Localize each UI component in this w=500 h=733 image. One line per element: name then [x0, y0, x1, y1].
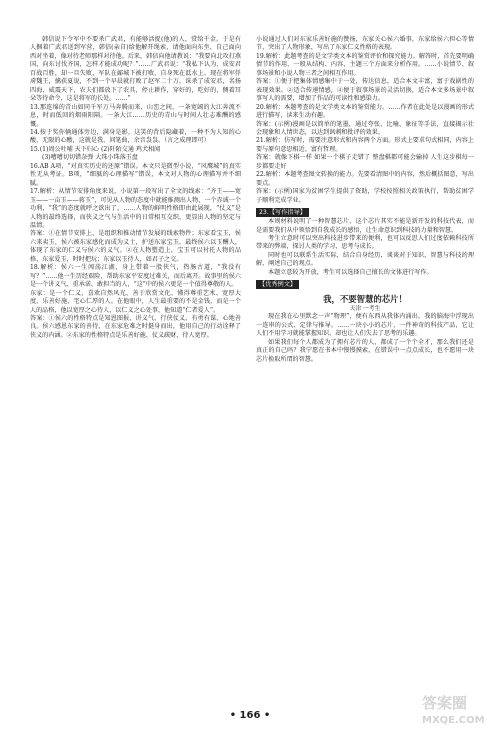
paragraph: 19.解析：此题考查的是文学类文本的鉴赏评价和探究能力。解答时，首先要明确情节的作用，一般从结构、内容、主题三个方面来分析作用。……小说情节、叙事场景和小说人物三者之间相互作用。 [256, 52, 474, 77]
svg-text:MXQE.COM: MXQE.COM [422, 715, 485, 726]
paragraph: 东家：是一个仁义、喜欢自然风光、善于欣赏文化、懂得尊重艺术、宽厚大度、乐善好施、宅心仁厚的人。在他眼中，人生最重要的不是金钱，而是一个人的品格，他以宽厚之心待人，以仁义之心处事，他知道“仁者爱人”。 [30, 289, 241, 314]
paragraph: 13.那连绵的青山如同千军万马奔腾而来，山峦之间，一条宽阔的大江奔流不息，时而低回的烟雨阳隔。一条大江……历史的青山与时间人壮志难酬的感慨。 [30, 103, 241, 128]
writing-guide-label: 23.【写作指导】 [256, 208, 309, 217]
paragraph: 答案：(示例)国家为贫困学生提供了资助，学校按照相关政策执行，帮助贫困学子顺利完成学业。 [256, 188, 474, 204]
sample-essay-label: 【优秀例文】 [256, 280, 299, 289]
svg-text:答案圈: 答案圈 [422, 694, 468, 712]
page-number: • 166 • [229, 710, 271, 721]
paragraph: 20.解析：本题考查的是文学类文本的鉴赏能力。……作者在此处是以漫画的形式进行描写，读来生动有趣。 [256, 103, 474, 120]
paragraph: 答案：①便于把集体情感集中于一处，传达信息，适合本文丰富，富于戏剧性的表现效果。②适合传递情感，④便于叙事场景的灵活切换，适合本文多场景中叙事写人的需要，增加了作品的可读性和感染力。 [256, 78, 474, 103]
paragraph: 本题立意较为开放，考生可以选择自己擅长的文体进行写作。 [268, 268, 433, 276]
paragraph: 18.解析：侯六一生闯荡江湖，身上带着一股侠气，热肠古道，“我没有写？”……他一生历经艰险，帮助东家平安度过难关，而后离开。故事里的侯六是一个讲义气、重承诺、敢担当的人，“这”中的侯六更是一个值得尊敬的人。 [30, 264, 241, 289]
paragraph: 答案：(示例)漫画是以简单的笔墨，通过夸张、比喻、象征等手法，直接揭示社会现象和人情世态，以达到讽刺和批评的效果。 [256, 120, 474, 136]
paragraph: 14.按于奖你俩通体旁边，满身是影，这笑的背后隐藏着，一种不为人知的心酸，无限的心酸，这就是我，问笔曲，余音袅袅。（言之成理即可） [30, 128, 241, 145]
watermark-logo [418, 690, 496, 730]
paragraph: 21.解析：仿写时，需要注意形式和内容两个方面。形式上要求句式相同，内容上要与原句意思相近、富有哲理。 [256, 137, 474, 153]
paragraph: 17.解析：从情节安排角度来说，小说第一段写出了全文的线索：“齐王——宽玉——一亩玉——蒋玉”，可见从人物的态度中就能推测出人物，一个赤诚一个功利，“我”的态度就呼之欲出了。……人物的鲜明性格即由此展现，“仗义”是人物的最终选择，而侠义之气与生活中的日常相互交织，更显出人物的坚定与温情。 [30, 188, 241, 229]
paragraph: 小说通过人们对东家乐善好施的赞扬，东家关心侯六婚事，东家给侯六担心等情节，突出了人物形象，写出了东家仁义性格的表现。 [256, 36, 474, 52]
essay-title: 我，不要智慧的芯片！ [323, 294, 407, 305]
paragraph: 答案：①侯六的性格特点是知恩图报、讲义气、行侠仗义、有勇有谋、心地善良。侯六感恩东家的善待，在东家危难之时挺身而出，他用自己的行动诠释了侠义的内涵。②东家的性格特点是乐善好施、仗义疏财、待人宽厚。 [30, 314, 241, 339]
paragraph: 韩信说下令军中不要杀广武君，有能够活捉(他)的人，赏给千金。于是有人捆着广武君送到军营，韩信(亲自)给他解开绳索，请他面向东坐，自己面向西对坐着，像对待老师那样对待他。后来，韩信向他请教说：“我要向北攻打燕国，向东讨伐齐国，怎样才能成功呢？”……广武君说：“我私下认为，成安君百战百胜，却一旦失败，军队在鄗城下被打败，自身死在泜水上。现在将军俘虏魏王，擒获夏说，不到一个早晨就打败了赵军二十万，诛杀了成安君，名扬四海，威震天下，农夫们都放下了农具，停止耕作，穿好的，吃好的，侧着耳朵等待命令，这是将军的长处。……” [30, 36, 241, 103]
paragraph: 22.解析：本题考查图文转换的能力。先要看清图中的内容，然后概括图意，写出要点。 [256, 171, 474, 187]
paragraph: (3)嘈嘈切切错杂弹 大珠小珠落玉盘 [42, 154, 138, 162]
paragraph: 现在我在心里默念一声“物理”，便有东西从我体内涌出，我的脑海中浮现出一连串的公式、定律与推导。……一块小小的芯片，一件神奇的科技产品，它让人们不用学习就能掌握知识，却也让人们失去了思考的乐趣。 [256, 313, 474, 338]
paragraph: 同时也可以联系生活实际，结合自身经历，谈谈对于知识、智慧与科技的理解，阐述自己的观点。 [256, 251, 474, 268]
paragraph: 答案：就像下棋一样 如果一个棋子走错了 整盘棋都可能会输掉 人生这步棋每一步都要走好 [256, 154, 474, 170]
essay-author: 天津 一考生 [349, 306, 381, 313]
paragraph: 本则材料说明了一种智慧芯片，这个芯片其实不能是新开发的科技代表，而是需要我们从中领悟到自我成长的感悟，让生命意识到科技的力量和智慧。 [256, 218, 474, 234]
right-column [256, 36, 474, 364]
paragraph: 考生立意时可以突出科技进步带来的便利，也可以反思人们过度依赖科技所带来的弊端，探讨人类的学习、思考与成长。 [256, 234, 474, 251]
paragraph: 15.(1)周公吐哺 天下归心 (2)阡陌交通 鸡犬相闻 [30, 145, 161, 153]
paragraph: 16.AB A项，“对真实历史的还原”错误。本文只是微型小说，“风鹰城”的真实性无从考证。B项，“细腻的心理描写”错误，本文对人物的心理描写并不细腻。 [30, 162, 241, 187]
left-column [30, 36, 241, 340]
paragraph: 如果我们每个人都成为了拥有芯片的人，都成了一个个全才，那么我们还是真正的自己吗？我宁愿在书本中慢慢摸索，在错误中一点点成长，也不愿用一块芯片换取所谓的智慧。 [256, 338, 474, 363]
paragraph: 答案：①在情节安排上，是组织和推动情节发展的线索物件；东家看宝玉，侯六来卖玉，侯六被东家感化而成为义士，护送东家宝玉，最终侯六以玉酬人，体现了东家的仁义与侯六的义气。②在人物塑造上，宝玉可以衬托人物的品格，东家爱玉，时时把玩；东家以玉待人，如君子之交。 [30, 230, 241, 263]
